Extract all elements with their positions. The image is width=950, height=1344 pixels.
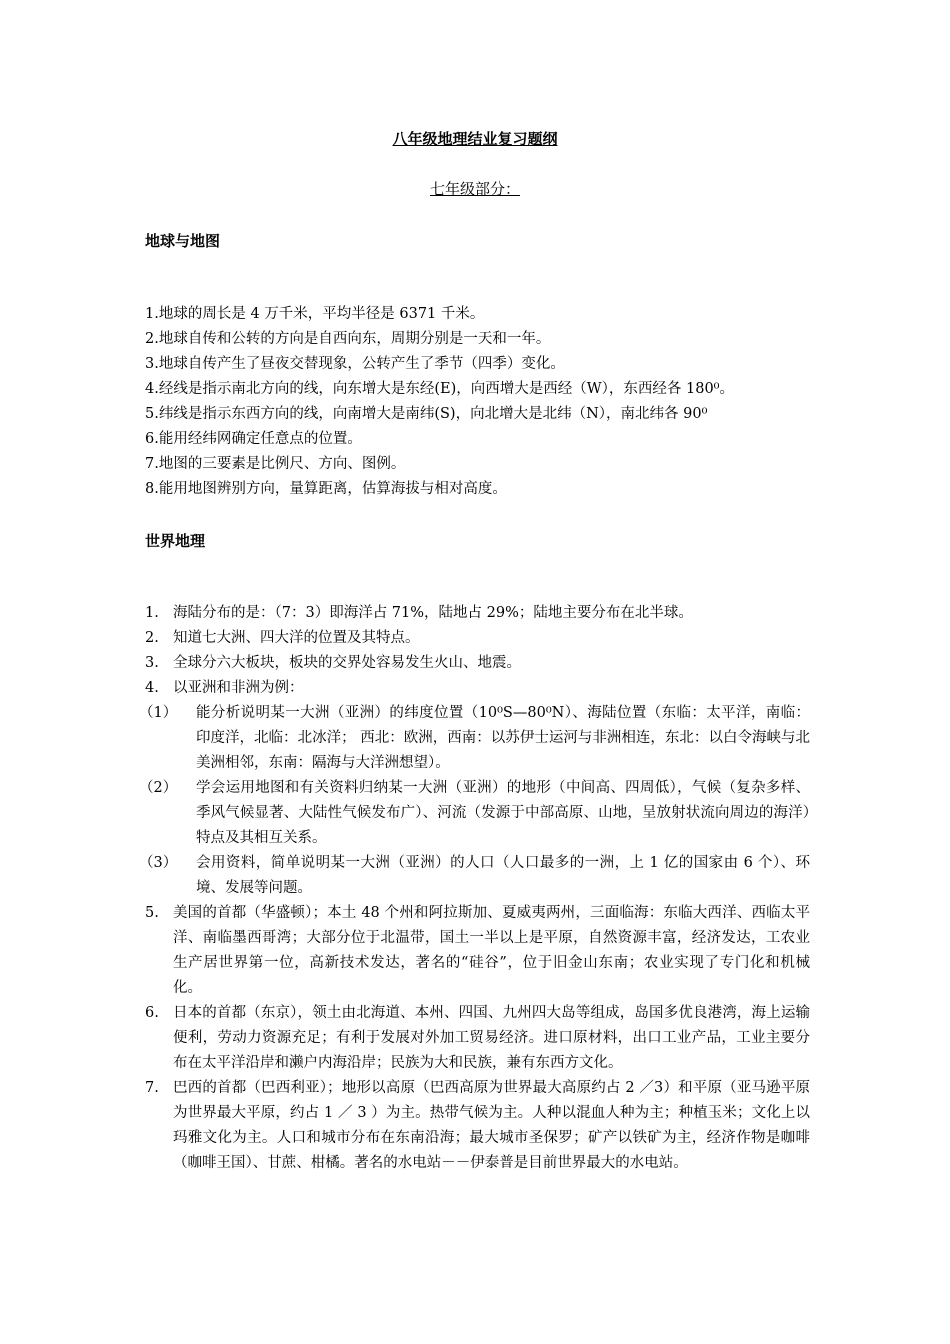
list-subitem: （2） 学会运用地图和有关资料归纳某一大洲（亚洲）的地形（中间高、四周低），气候（复杂多样、季风气候显著、大陆性气候发布广）、河流（发源于中部高原、山地，呈放射状流向周边的海洋）特点及其相互关系。 bbox=[139, 780, 810, 846]
list-item: 3. 全球分六大板块，板块的交界处容易发生火山、地震。 bbox=[145, 655, 521, 671]
list-item: 2. 知道七大洲、四大洋的位置及其特点。 bbox=[145, 630, 420, 646]
list-item: 6.能用经纬网确定任意点的位置。 bbox=[145, 431, 362, 447]
list-item: 4.经线是指示南北方向的线，向东增大是东经(E)，向西增大是西经（W），东西经各 180⁰。 bbox=[145, 381, 734, 397]
list-item: 8.能用地图辨别方向，量算距离，估算海拔与相对高度。 bbox=[145, 481, 507, 497]
section-heading-world-geography: 世界地理 bbox=[145, 532, 206, 550]
list-subitem: （1） 能分析说明某一大洲（亚洲）的纬度位置（10⁰S—80⁰N）、海陆位置（东临：太平洋，南临：印度洋，北临：北冰洋； 西北：欧洲，西南：以苏伊士运河与非洲相连，东北：以白令海峡与北美洲相邻，东南：隔海与大洋洲想望）。 bbox=[139, 705, 810, 771]
list-item: 4. 以亚洲和非洲为例： bbox=[145, 680, 304, 696]
document-subtitle: 七年级部分： bbox=[429, 180, 520, 198]
document-title: 八年级地理结业复习题纲 bbox=[392, 130, 558, 148]
list-item: 5.纬线是指示东西方向的线，向南增大是南纬(S)，向北增大是北纬（N），南北纬各 90⁰ bbox=[145, 406, 708, 422]
earth-and-maps-list bbox=[145, 302, 815, 502]
list-item: 7.地图的三要素是比例尺、方向、图例。 bbox=[145, 456, 406, 472]
section-heading-earth-and-maps: 地球与地图 bbox=[145, 232, 221, 250]
list-item: 1. 海陆分布的是：（7：3）即海洋占 71%，陆地占 29%；陆地主要分布在北半球。 bbox=[145, 605, 693, 621]
list-item: 6. 日本的首都（东京），领土由北海道、本州、四国、九州四大岛等组成，岛国多优良港湾，海上运输便利，劳动力资源充足；有利于发展对外加工贸易经济。进口原材料，出口工业产品，工业主要分布在太平洋沿岸和濑户内海沿岸；民族为大和民族，兼有东西方文化。 bbox=[145, 1005, 810, 1071]
list-subitem: （3） 会用资料，简单说明某一大洲（亚洲）的人口（人口最多的一洲，上 1 亿的国家由 6 个）、环境、发展等问题。 bbox=[139, 855, 810, 896]
list-item: 7. 巴西的首都（巴西利亚）；地形以高原（巴西高原为世界最大高原约占 2 ／3）和平原（亚马逊平原为世界最大平原，约占 1 ／ 3 ）为主。热带气候为主。人种以混血人种为主；种植玉米；文化上以玛雅文化为主。人口和城市分布在东南沿海；最大城市圣保罗；矿产以铁矿为主，经济作物是咖啡（咖啡王国）、甘蔗、柑橘。著名的水电站－－伊泰普是目前世界最大的水电站。 bbox=[145, 1080, 810, 1171]
list-item: 3.地球自传产生了昼夜交替现象，公转产生了季节（四季）变化。 bbox=[145, 356, 565, 372]
list-item: 1.地球的周长是 4 万千米，平均半径是 6371 千米。 bbox=[145, 306, 485, 322]
list-item: 5. 美国的首都（华盛顿）；本土 48 个州和阿拉斯加、夏威夷两州，三面临海：东临大西洋、西临太平洋、南临墨西哥湾；大部分位于北温带，国土一半以上是平原，自然资源丰富，经济发达，工农业生产居世界第一位，高新技术发达，著名的“硅谷”，位于旧金山东南；农业实现了专门化和机械化。 bbox=[145, 905, 810, 996]
list-item: 2.地球自传和公转的方向是自西向东，周期分别是一天和一年。 bbox=[145, 331, 551, 347]
world-geography-list bbox=[139, 601, 810, 1176]
